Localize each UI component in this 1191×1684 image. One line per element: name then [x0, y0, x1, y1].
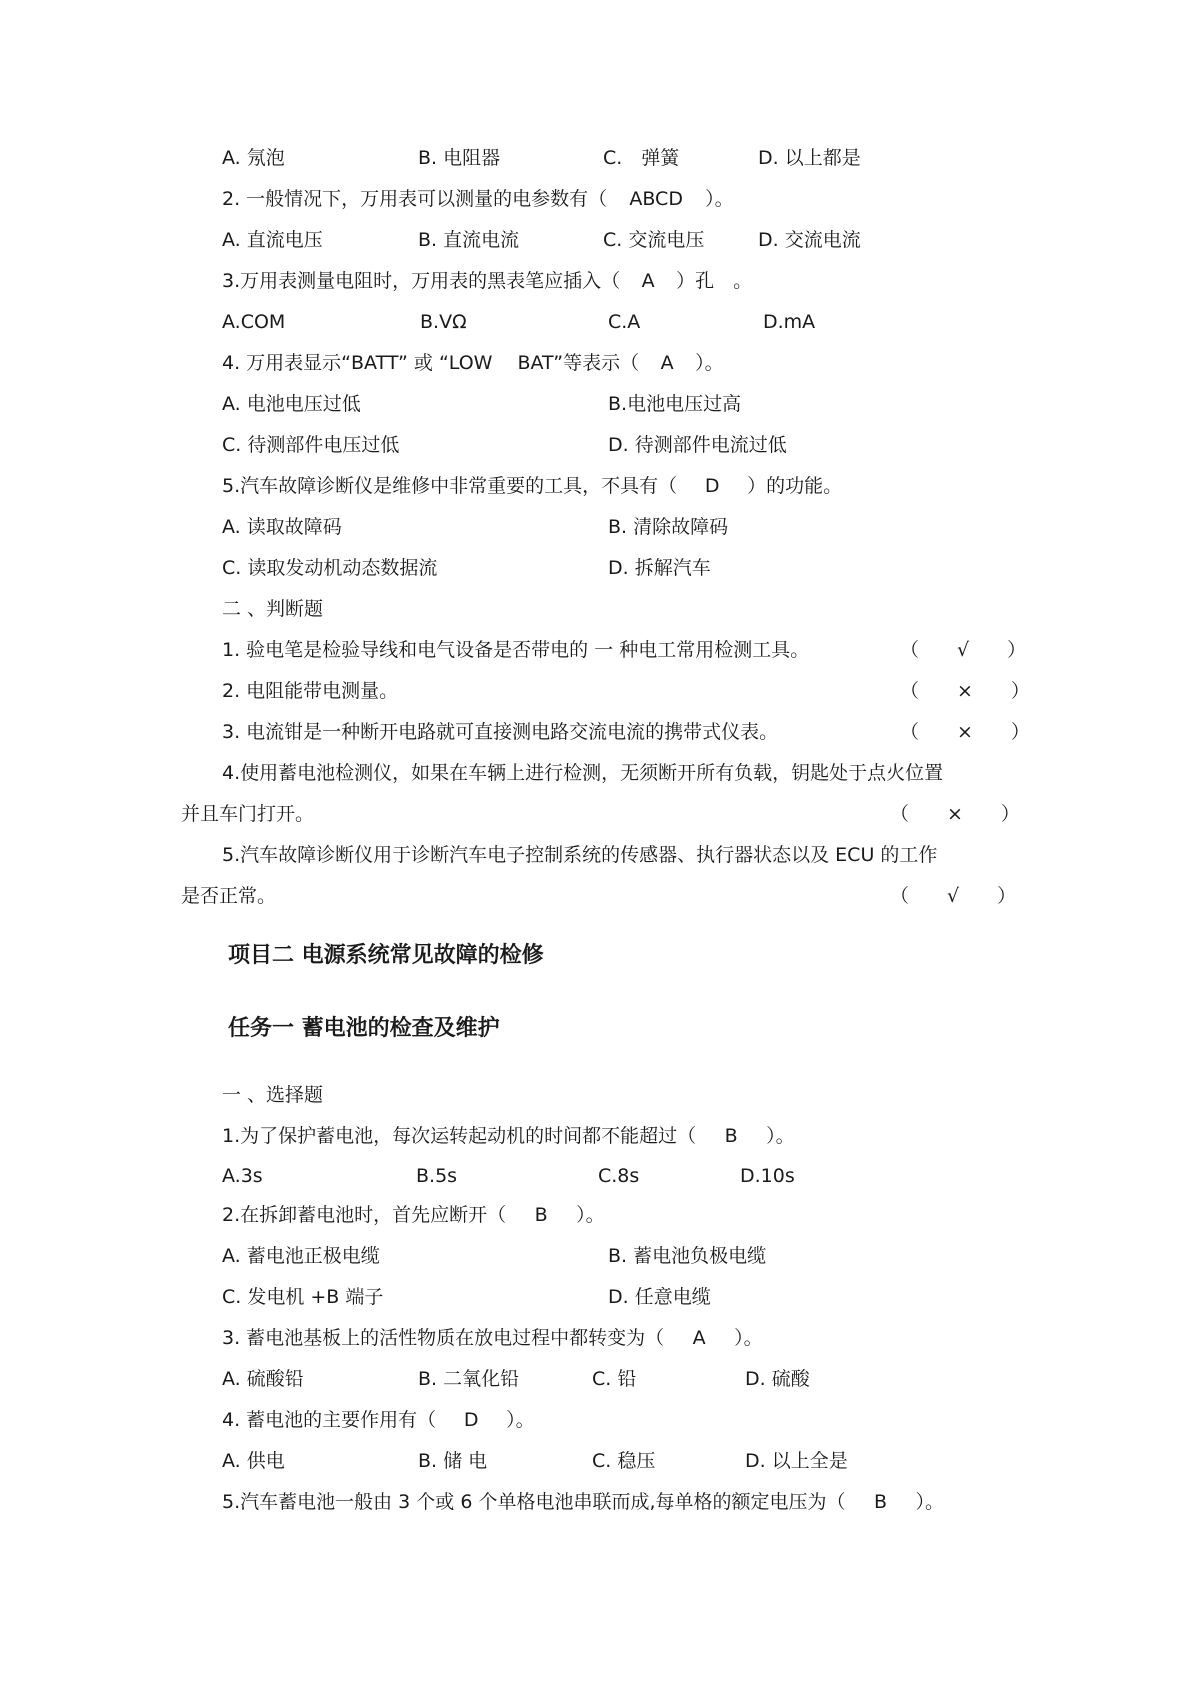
question-4: [222, 351, 724, 375]
question-4: [222, 1408, 535, 1432]
option-c: C. 交流电压: [603, 229, 705, 251]
judge-item-4-cont: 并且车门打开。: [181, 803, 315, 825]
question-3: [222, 1326, 763, 1350]
option-b: B. 蓄电池负极电缆: [608, 1245, 767, 1267]
option-d: D. 待测部件电流过低: [608, 434, 787, 456]
question-tail: ）。: [576, 1204, 605, 1226]
option-d: D.mA: [763, 311, 816, 333]
question-text: 1.为了保护蓄电池，每次运转起动机的时间都不能超过（: [222, 1125, 697, 1147]
question-text: 2. 一般情况下，万用表可以测量的电参数有（: [222, 188, 608, 210]
option-b: B. 电阻器: [418, 147, 501, 169]
question-5: [222, 1490, 944, 1514]
question-text: 5.汽车故障诊断仪是维修中非常重要的工具，不具有（: [222, 475, 678, 497]
judge-item-3: 3. 电流钳是一种断开电路就可直接测电路交流电流的携带式仪表。: [222, 721, 779, 743]
answer: A: [641, 270, 655, 292]
question-text: 2.在拆卸蓄电池时，首先应断开（: [222, 1204, 507, 1226]
section-heading-choice: 一 、选择题: [222, 1084, 324, 1106]
answer: A: [692, 1327, 706, 1349]
option-d: D. 以上都是: [758, 147, 861, 169]
project-title: 项目二 电源系统常见故障的检修: [228, 943, 544, 968]
option-d: D. 交流电流: [758, 229, 861, 251]
judge-item-5: 5.汽车故障诊断仪用于诊断汽车电子控制系统的传感器、执行器状态以及 ECU 的工作: [222, 844, 938, 866]
option-b: B.5s: [416, 1165, 458, 1187]
question-3: [222, 269, 752, 293]
task-title: 任务一 蓄电池的检查及维护: [228, 1016, 500, 1041]
option-a: A.COM: [222, 311, 286, 333]
question-text: 3. 蓄电池基板上的活性物质在放电过程中都转变为（: [222, 1327, 665, 1349]
question-2: [222, 1203, 605, 1227]
option-c: C. 待测部件电压过低: [222, 434, 400, 456]
answer: B: [534, 1204, 548, 1226]
option-d: D. 以上全是: [745, 1450, 848, 1472]
question-tail: ）孔 。: [676, 270, 753, 292]
answer: B: [724, 1125, 738, 1147]
option-b: B. 储 电: [418, 1450, 488, 1472]
answer: D: [463, 1409, 479, 1431]
question-text: 4. 万用表显示“BATT” 或 “LOW BAT”等表示（: [222, 352, 640, 374]
option-d: D. 拆解汽车: [608, 557, 711, 579]
option-a: A.3s: [222, 1165, 263, 1187]
option-b: B. 直流电流: [418, 229, 520, 251]
option-a: A. 蓄电池正极电缆: [222, 1245, 380, 1267]
answer: D: [704, 475, 720, 497]
question-tail: ）。: [766, 1125, 795, 1147]
judge-mark-2: （ × ）: [900, 680, 1030, 702]
option-c: C. 弹簧: [603, 147, 680, 169]
question-tail: ）的功能。: [747, 475, 843, 497]
option-a: A. 读取故障码: [222, 516, 342, 538]
question-5: [222, 474, 842, 498]
option-d: D. 硫酸: [745, 1368, 810, 1390]
question-tail: ）。: [695, 352, 724, 374]
option-c: C. 铅: [592, 1368, 637, 1390]
option-a: A. 硫酸铅: [222, 1368, 304, 1390]
question-tail: ）。: [734, 1327, 763, 1349]
question-text: 3.万用表测量电阻时，万用表的黑表笔应插入（: [222, 270, 621, 292]
answer: ABCD: [629, 188, 683, 210]
question-text: 5.汽车蓄电池一般由 3 个或 6 个单格电池串联而成,每单格的额定电压为（: [222, 1491, 846, 1513]
option-c: C. 读取发动机动态数据流: [222, 557, 438, 579]
judge-mark-3: （ × ）: [900, 721, 1030, 743]
option-b: B. 清除故障码: [608, 516, 729, 538]
question-1: [222, 1124, 795, 1148]
option-b: B. 二氧化铅: [418, 1368, 520, 1390]
question-text: 4. 蓄电池的主要作用有（: [222, 1409, 437, 1431]
option-b: B.电池电压过高: [608, 393, 742, 415]
judge-item-1: 1. 验电笔是检验导线和电气设备是否带电的 一 种电工常用检测工具。: [222, 639, 810, 661]
judge-mark-4: （ × ）: [890, 803, 1020, 825]
judge-item-4: 4.使用蓄电池检测仪，如果在车辆上进行检测，无须断开所有负载，钥匙处于点火位置: [222, 762, 944, 784]
option-b: B.VΩ: [420, 311, 467, 333]
option-d: D.10s: [740, 1165, 795, 1187]
question-tail: ）。: [915, 1491, 945, 1513]
question-tail: ）。: [506, 1409, 535, 1431]
option-c: C.8s: [598, 1165, 640, 1187]
option-a: A. 氖泡: [222, 147, 285, 169]
judge-item-5-cont: 是否正常。: [181, 885, 277, 907]
question-tail: ）。: [705, 188, 734, 210]
option-a: A. 电池电压过低: [222, 393, 361, 415]
option-a: A. 直流电压: [222, 229, 323, 251]
answer: A: [660, 352, 674, 374]
option-a: A. 供电: [222, 1450, 285, 1472]
section-heading-judge: 二 、判断题: [222, 598, 324, 620]
judge-mark-5: （ √ ）: [890, 885, 1017, 907]
question-2: [222, 187, 734, 211]
option-d: D. 任意电缆: [608, 1286, 711, 1308]
option-c: C.A: [608, 311, 641, 333]
option-c: C. 发电机 +B 端子: [222, 1286, 384, 1308]
judge-mark-1: （ √ ）: [900, 639, 1027, 661]
option-c: C. 稳压: [592, 1450, 656, 1472]
answer: B: [873, 1491, 888, 1513]
judge-item-2: 2. 电阻能带电测量。: [222, 680, 399, 702]
